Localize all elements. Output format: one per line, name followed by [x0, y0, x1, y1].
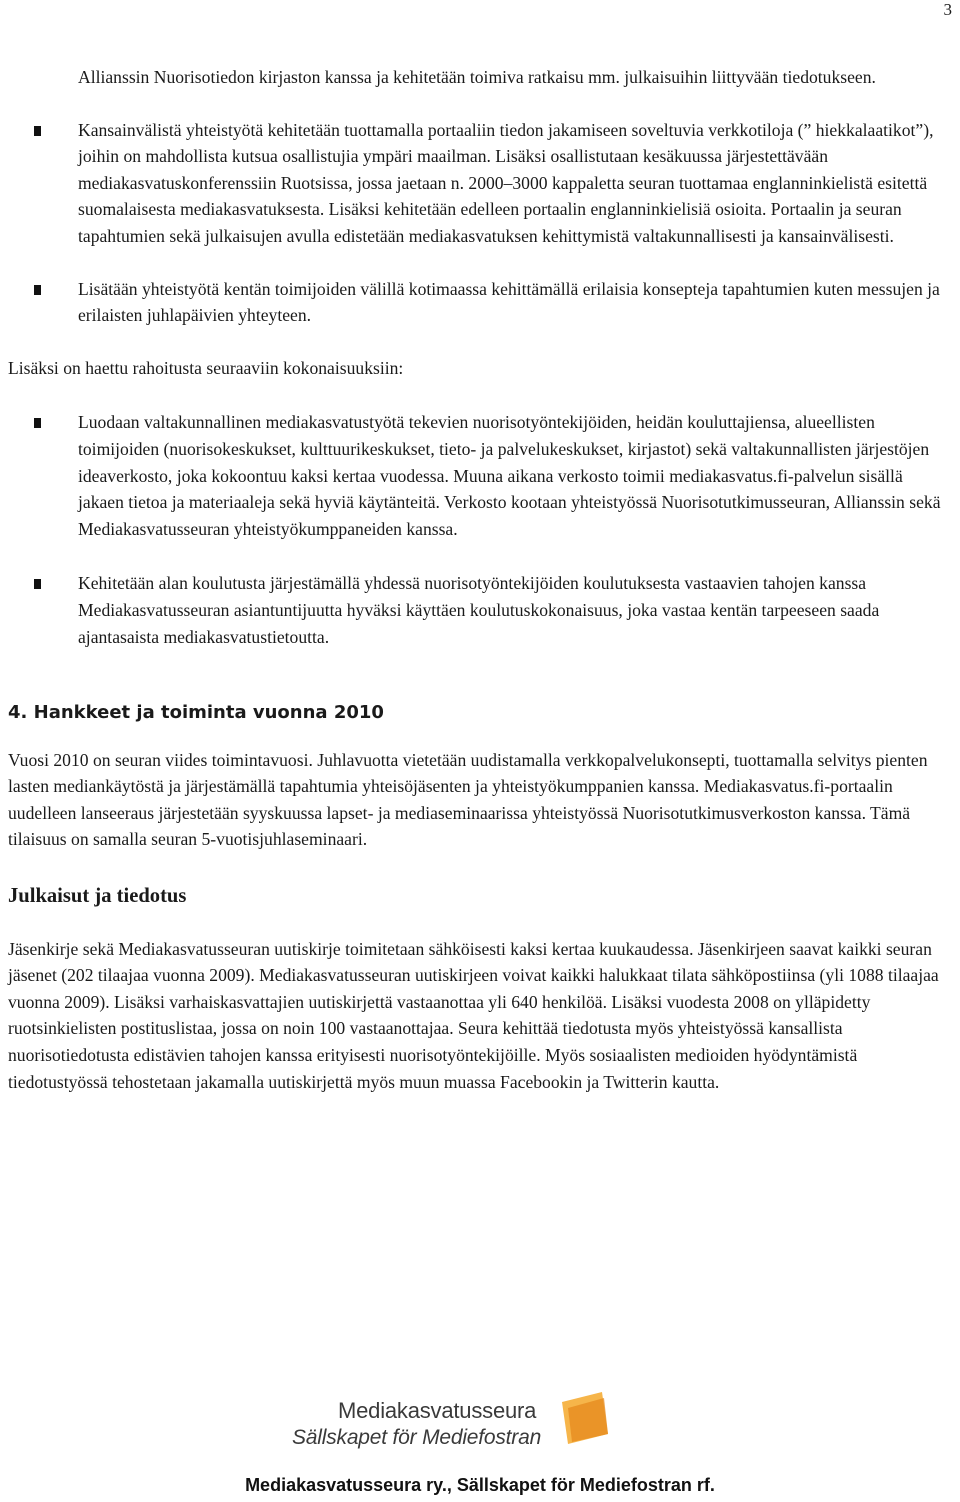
publications-text: Jäsenkirje sekä Mediakasvatusseuran uutiskirje toimitetaan sähköisesti kaksi kertaa kuukaudessa. Jäsenkirjeen saavat kaikki seuran jäsenet (202 tilaajaa vuonna 2009). Mediakasvatusseuran uutiskirjeen voivat kaikki halukkaat tilata sähköpostiinsa (yli 1088 tilaajaa vuonna 2009). Lisäksi varhaiskasvattajien uutiskirjettä vastaanottaa yli 640 henkilöä. Lisäksi vuodesta 2008 on ylläpidetty ruotsinkielisten postituslistaa, jossa on noin 100 vastaanottajaa. Seura kehittää tiedotusta myös yhteistyössä kansallista nuorisotiedotusta edistävien tahojen kanssa erityisesti nuorisotyöntekijöille. Myös sosiaalisten medioiden hyödyntämistä tiedotustyössä tehostetaan jakamalla uutiskirjettä myös muun muassa Facebookin ja Twitterin kautta. [8, 938, 939, 1092]
bullet-marker-icon [34, 579, 41, 589]
page-number: 3 [943, 0, 952, 19]
organization-logo [286, 1390, 618, 1458]
bullet-text: Luodaan valtakunnallinen mediakasvatustyötä tekevien nuorisotyöntekijöiden, heidän kouluttajiensa, alueellisten toimijoiden (nuorisokeskukset, kulttuurikeskukset, tieto- ja palvelukeskukset, kirjastot) sekä valtakunnallisten järjestöjen ideaverkosto, joka kokoontuu kaksi kertaa vuodessa. Muuna aikana verkosto toimii mediakasvatus.fi-palvelun sisällä jakaen tietoa ja materiaaleja sekä hyviä käytänteitä. Verkosto kootaan yhteistyössä Nuorisotutkimusseuran, Allianssin sekä Mediakasvatusseuran yhteistyökumppaneiden kanssa. [78, 412, 941, 539]
document-body [8, 64, 944, 1095]
footer-organization-name: Mediakasvatusseura ry., Sällskapet för Mediefostran rf. [245, 1475, 715, 1495]
bullet-training [8, 570, 944, 650]
publications-heading: Julkaisut ja tiedotus [8, 885, 187, 908]
funding-intro: Lisäksi on haettu rahoitusta seuraaviin kokonaisuuksiin: [8, 357, 404, 378]
intro-continuation: Allianssin Nuorisotiedon kirjaston kanssa ja kehitetään toimiva ratkaisu mm. julkaisuihin liittyvään tiedotukseen. [78, 67, 876, 87]
bullet-marker-icon [34, 418, 41, 428]
bullet-text: Kansainvälistä yhteistyötä kehitetään tuottamalla portaaliin tiedon jakamiseen soveltuvia verkkotiloja (” hiekkalaatikot”), joihin on mahdollista kutsua osallistujia ympäri maailman. Lisäksi osallistutaan kesäkuussa järjestettävään mediakasvatuskonferenssiin Ruotsissa, jossa jaetaan n. 2000–3000 kappaletta seuran tuottamaa englanninkielistä esitettä suomalaisesta mediakasvatuksesta. Lisäksi kehitetään edelleen portaalin englanninkielisiä osioita. Portaalin ja seuran tapahtumien sekä julkaisujen avulla edistetään mediakasvatuksen kehittymistä valtakunnallisesti ja kansainvälisesti. [78, 119, 934, 246]
bullet-domestic-cooperation [8, 276, 944, 329]
bullet-international-cooperation [8, 117, 944, 250]
section-4-text: Vuosi 2010 on seuran viides toimintavuosi. Juhlavuotta vietetään uudistamalla verkkopalvelukonsepti, tuottamalla selvitys pienten lasten mediankäytöstä ja järjestämällä tapahtumia yhteisöjäsenten ja yhteistyökumppanien kanssa. Mediakasvatus.fi-portaalin uudelleen lanseeraus järjestetään syyskuussa lapset- ja mediaseminaarissa yhteistyössä Nuorisotutkimusverkoston kanssa. Tämä tilaisuus on samalla seuran 5-vuotisjuhlaseminaari. [8, 749, 928, 850]
logo-mark-icon [554, 1390, 612, 1446]
bullet-idea-network [8, 409, 944, 542]
bullet-marker-icon [34, 285, 41, 295]
bullet-text: Lisätään yhteistyötä kentän toimijoiden välillä kotimaassa kehittämällä erilaisia konsepteja tapahtumien kuten messujen ja erilaisten juhlapäivien yhteyteen. [78, 278, 940, 326]
section-4-heading: 4. Hankkeet ja toiminta vuonna 2010 [8, 702, 384, 724]
logo-line-1: Mediakasvatusseura [338, 1398, 537, 1423]
bullet-text: Kehitetään alan koulutusta järjestämällä yhdessä nuorisotyöntekijöiden koulutuksesta vastaavien tahojen kanssa Mediakasvatusseuran asiantuntijuutta hyväksi käyttäen koulutuskokonaisuus, joka vastaa kentän tarpeeseen saada ajantasaista mediakasvatustietoutta. [78, 573, 880, 647]
bullet-marker-icon [34, 126, 41, 136]
logo-line-2: Sällskapet för Mediefostran [292, 1426, 542, 1449]
